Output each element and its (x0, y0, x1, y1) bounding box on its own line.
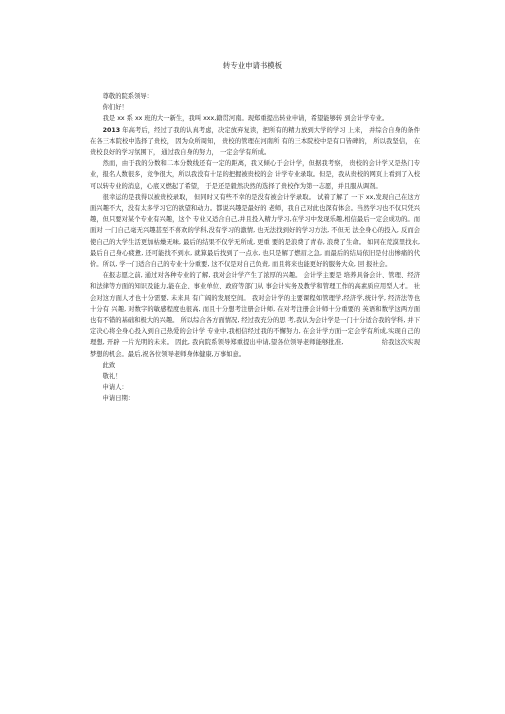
date-label: 申请日期： (102, 395, 135, 403)
closing-line-2: 敬礼！ (102, 373, 122, 381)
paragraph-3: 然而，由于我的分数和二本分数线还有一定的距离，我又倾心于会计学，但据我考察， 贵校的会计学又是热门专业，报名人数很多，竞争很大，所以我没有十足的把握被贵校的会 计学专业录取。但是，我从贵校的网页上看到了入校可以转专业的消息，心底又燃起了希望， 于是还是毅然决然的选择了贵校作为第一志愿，并且服从调剂。 (90, 160, 420, 190)
paragraph-2-year: 2013 (102, 126, 121, 134)
paragraph-4: 很幸运的是我得以被贵校录取， 但同时又有些不幸的是没有被会计学录取。 试着了解了 一下 xx,发现自己在这方面兴趣不大，没有太多学习它的欲望和动力。都说兴趣是最好的 老师，我自己对此也深有体会。当然学习也不仅只凭兴趣，但只要对某个专业有兴趣，这个 专业又适合自己,并且投入精力学习,在学习中发现乐趣,相信最后一定会成功的。而面对 一门自己毫无兴趣甚至不喜欢的学科,没有学习的激情, 也无法找到好的学习方法, 不但无 法全身心的投入, 反而会使自己的大学生活更加枯燥无味, 最后的结果不仅学无所成, 更重 要的是浪费了青春, 浪费了生命。 如同在荒漠里找水, 最后自己身心疲惫, 还可能找不到水, 就算最后找到了一点水, 也只是解了燃眉之急, 而最后的结局依旧是付出惨痛的代价。所以, 学一门适合自己的专业十分重要, 这不仅是对自己负责, 而且将来也能更好的服务大众, 回 报社会。 (90, 193, 420, 269)
applicant-label: 申请人： (102, 384, 128, 392)
document-title: 转专业申请书模板 (222, 61, 283, 70)
paragraph-2-text: 年高考后，经过了我的认真考虑，决定放弃复读，把所有的精力放到大学的学习 上来， 并综合自身的条件在各三本院校中选择了贵校， 因为众所周知， 贵校的管理在河南所 有的三本院校中是有口皆碑的， 所以我坚信， 在贵校良好的学习氛围下， 通过我自身的努力， 一定会学有所成。 (90, 126, 420, 157)
paragraph-2 (90, 125, 420, 159)
paragraph-1: 我是 xx 系 xx 班的大一新生，我叫 xxx,籍贯河南。现郑重提出转业申请，希望能够转 到会计学专业。 (102, 115, 389, 123)
greeting: 你们好！ (102, 104, 128, 112)
document-body (90, 91, 420, 405)
salutation: 尊敬的院系领导： (102, 93, 153, 100)
paragraph-5: 在报志愿之前, 通过对各种专业的了解, 我对会计学产生了浓厚的兴趣。 会计学主要是 培养具备会计、管理、经济和法律等方面的知识及能力,能在企、事业单位、政府等部门从 事会计实务及教学和管理工作的高素质应用型人才。 社会对这方面人才也十分需要, 未来具 有广阔的发展空间。 我对会计学的主要课程如管理学,经济学,统计学, 经济法等也十分有 兴趣, 对数字的敏感程度也很高, 而且十分想考注册会计师, 在对考注册会计师十分重要的 英语和数学这两方面也有不错的基础和极大的兴趣。 所以综合各方面情况, 经过我充分的思 考,我认为会计学是一门十分适合我的学科, 并下定决心将全身心投入到自己热爱的会计学 专业中,我相信经过我的不懈努力, 在会计学方面一定会学有所成,实现自己的理想, 开辟 一片光明的未来。 因此, 我向院系领导郑重提出申请,望各位领导老师能够批准, 给我这次实现梦想的机会。最后,祝各位领导老师身体健康,万事如意。 (90, 272, 420, 358)
closing-line-1: 此致 (102, 361, 116, 369)
